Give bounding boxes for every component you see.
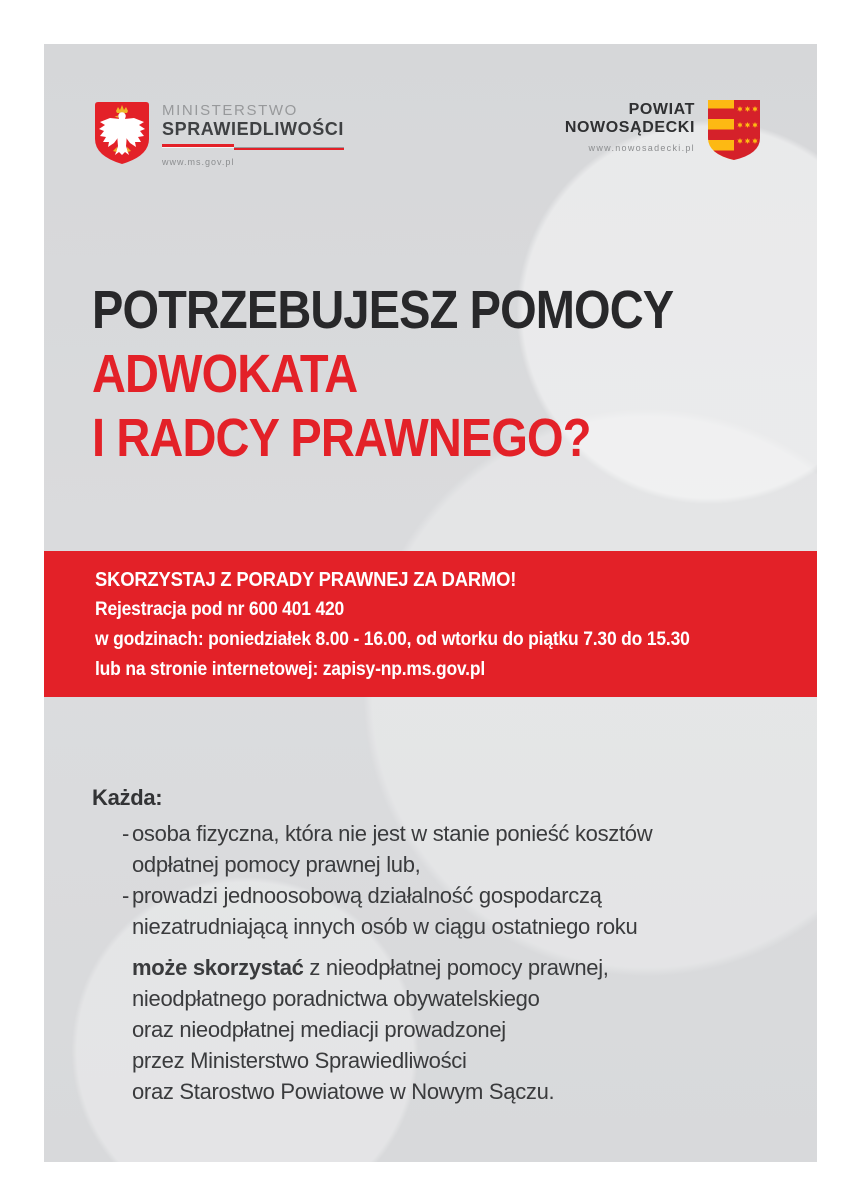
bullet-dash: - [122, 883, 130, 908]
ministry-ribbon-divider [162, 144, 344, 152]
bullet-text-line1: prowadzi jednoosobową działalność gospodarczą [132, 883, 602, 908]
banner-phone: Rejestracja pod nr 600 401 420 [95, 599, 345, 620]
paragraph-rest: z nieodpłatnej pomocy prawnej, [303, 955, 609, 980]
bullet-dash: - [122, 821, 130, 846]
banner-hours: w godzinach: poniedziałek 8.00 - 16.00, od wtorku do piątku 7.30 do 15.30 [95, 629, 690, 650]
poster-headline [92, 278, 673, 470]
paragraph-line: przez Ministerstwo Sprawiedliwości [132, 1048, 467, 1073]
polish-eagle-icon [92, 99, 152, 167]
headline-line3: I RADCY PRAWNEGO? [92, 408, 591, 468]
powiat-name-line1: POWIAT [628, 101, 695, 118]
list-item [92, 880, 772, 942]
powiat-logo [565, 101, 695, 153]
benefits-paragraph [92, 952, 772, 1107]
bullet-text-line1: osoba fizyczna, która nie jest w stanie ponieść kosztów [132, 821, 653, 846]
list-item [92, 818, 772, 880]
headline-line1: POTRZEBUJESZ POMOCY [92, 280, 674, 340]
info-banner [44, 551, 817, 697]
paragraph-line: nieodpłatnego poradnictwa obywatelskiego [132, 986, 540, 1011]
powiat-url: www.nowosadecki.pl [588, 143, 695, 153]
bullet-text-line2: niezatrudniającą innych osób w ciągu ostatniego roku [132, 914, 638, 939]
powiat-coat-of-arms-icon [706, 98, 762, 162]
ribbon-bar-right [234, 147, 344, 150]
ministry-url: www.ms.gov.pl [162, 157, 235, 167]
paragraph-bold-lead: może skorzystać [132, 955, 304, 980]
banner-website: lub na stronie internetowej: zapisy-np.ms.gov.pl [95, 659, 486, 680]
powiat-name-line2: NOWOSĄDECKI [564, 119, 695, 136]
poster-background [44, 44, 817, 1162]
headline-line2: ADWOKATA [92, 344, 358, 404]
eligibility-intro: Każda: [92, 785, 163, 810]
ribbon-bar-left [162, 144, 234, 148]
ministry-name-line2: SPRAWIEDLIWOŚCI [162, 119, 345, 139]
ministry-name-line1: MINISTERSTWO [162, 102, 298, 119]
bullet-text-line2: odpłatnej pomocy prawnej lub, [132, 852, 421, 877]
ministry-logo [162, 102, 344, 167]
paragraph-line: oraz nieodpłatnej mediacji prowadzonej [132, 1017, 506, 1042]
eligibility-section [92, 782, 772, 1107]
paragraph-line: oraz Starostwo Powiatowe w Nowym Sączu. [132, 1079, 555, 1104]
banner-headline: SKORZYSTAJ Z PORADY PRAWNEJ ZA DARMO! [95, 569, 517, 591]
